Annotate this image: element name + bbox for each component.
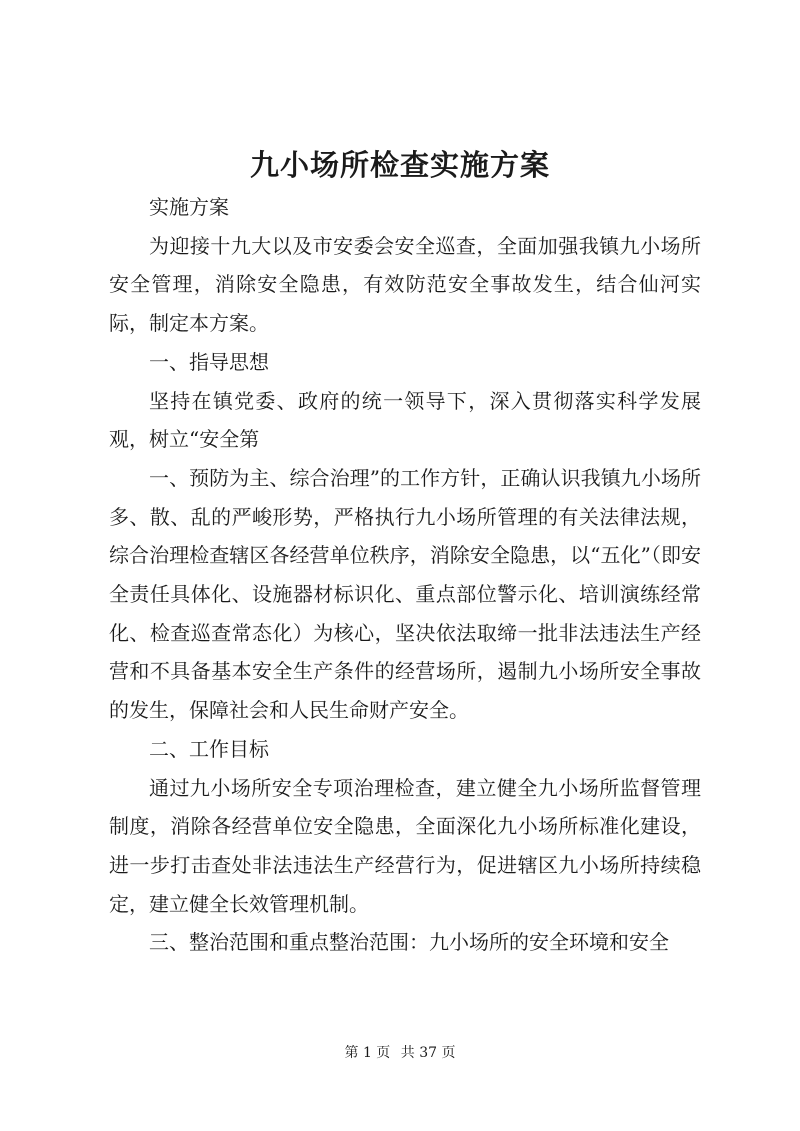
paragraph-work-goals: 通过九小场所安全专项治理检查，建立健全九小场所监督管理制度，消除各经营单位安全隐患，全面深化九小场所标准化建设，进一步打击查处非法违法生产经营行为，促进辖区九小场所持续稳定，建立健全长效管理机制。 — [109, 775, 701, 916]
heading-scope: 三、整治范围和重点整治范围：九小场所的安全环境和安全 — [149, 930, 669, 955]
paragraph-guiding-ideology: 坚持在镇党委、政府的统一领导下，深入贯彻落实科学发展观，树立“安全第 — [109, 388, 701, 452]
document-body — [109, 188, 701, 962]
page-total: 共 37 页 — [400, 1045, 456, 1061]
paragraph-intro: 为迎接十九大以及市安委会安全巡查，全面加强我镇九小场所安全管理，消除安全隐患，有效防范安全事故发生，结合仙河实际，制定本方案。 — [109, 233, 701, 336]
page-number: 第 1 页 — [344, 1045, 391, 1061]
heading-guiding-ideology: 一、指导思想 — [149, 349, 269, 374]
document-title: 九小场所检查实施方案 — [249, 148, 550, 182]
heading-work-goals: 二、工作目标 — [149, 736, 269, 761]
page-footer — [0, 1043, 800, 1063]
paragraph-guiding-policy: 一、预防为主、综合治理”的工作方针，正确认识我镇九小场所多、散、乱的严峻形势，严格执行九小场所管理的有关法律法规，综合治理检查辖区各经营单位秩序，消除安全隐患，以“五化”（即安全责任具体化、设施器材标识化、重点部位警示化、培训演练经常化、检查巡查常态化）为核心，坚决依法取缔一批非法违法生产经营和不具备基本安全生产条件的经营场所，遏制九小场所安全事故的发生，保障社会和人民生命财产安全。 — [109, 465, 701, 723]
paragraph-section-heading: 实施方案 — [149, 195, 229, 219]
